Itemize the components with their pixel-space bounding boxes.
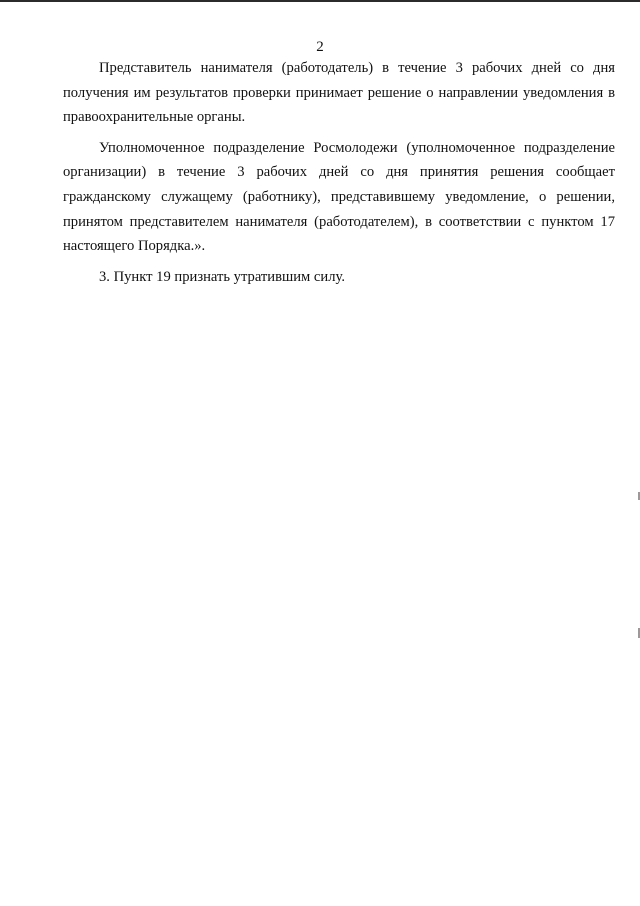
paragraph-item-3: 3. Пункт 19 признать утратившим силу.: [99, 268, 345, 285]
scan-top-edge: [0, 0, 640, 2]
document-body: [63, 56, 615, 289]
paragraph-decision: Представитель нанимателя (работодатель) в течение 3 рабочих дней со дня получения им результатов проверки принимает решение о направлении уведомления в правоохранительные органы.: [63, 60, 615, 126]
paragraph-notification: Уполномоченное подразделение Росмолодежи (уполномоченное подразделение организации) в течение 3 рабочих дней со дня принятия решения сообщает гражданскому служащему (работнику), представившему уведомление, о решении, принятом представителем нанимателя (работодателем), в соответствии с пунктом 17 настоящего Порядка.».: [63, 139, 615, 255]
page-number: 2: [316, 39, 324, 55]
